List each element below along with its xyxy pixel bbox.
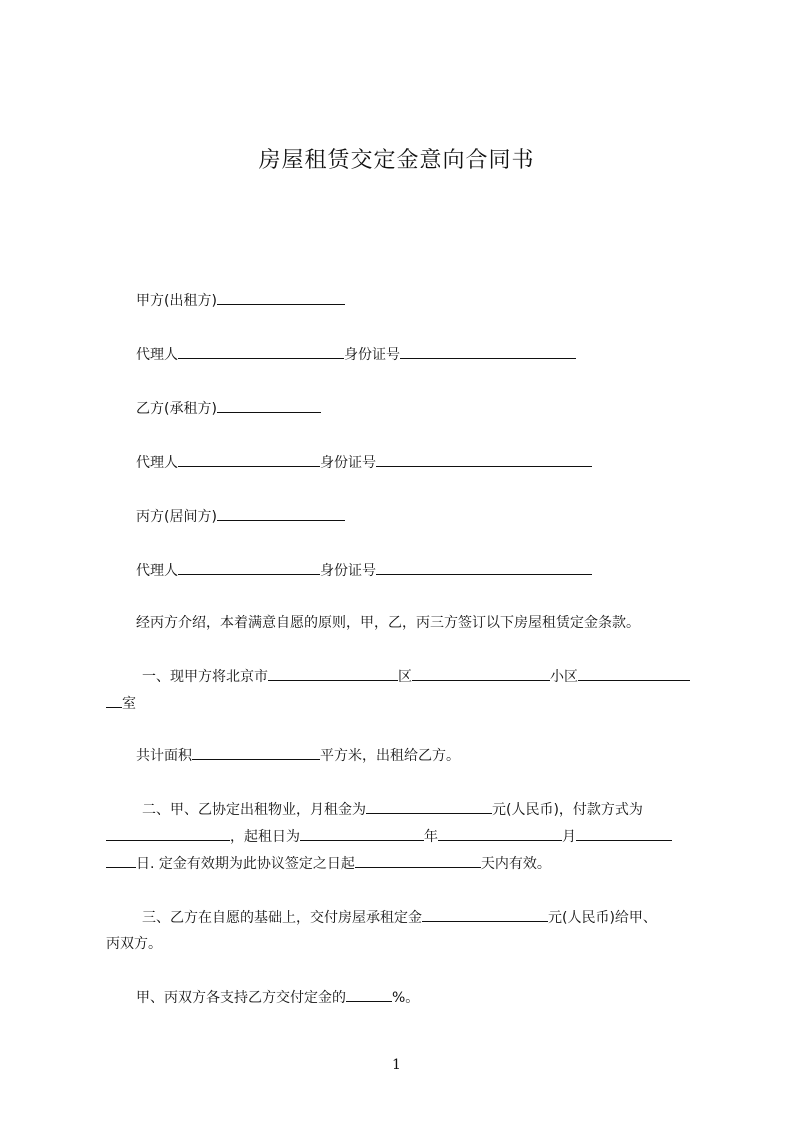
party-c-blank[interactable]	[217, 506, 345, 521]
area-line	[106, 745, 736, 766]
room-label: 室	[122, 696, 136, 712]
party-a-agent-blank[interactable]	[178, 344, 344, 359]
rent-blank[interactable]	[366, 799, 492, 814]
agent-label: 代理人	[136, 347, 178, 363]
party-b-label: 乙方(承租方)	[136, 401, 217, 417]
party-a-line	[106, 290, 736, 311]
validity-suffix: 天内有效。	[480, 856, 551, 872]
area-blank[interactable]	[192, 745, 320, 760]
party-a-agent-line	[106, 344, 736, 365]
clause2-currency: 元(人民币)，付款方式为	[492, 802, 643, 818]
clause3-prefix: 三、乙方在自愿的基础上，交付房屋承租定金	[142, 910, 422, 926]
validity-days-blank[interactable]	[355, 853, 481, 868]
page-number: 1	[392, 1057, 401, 1073]
clause1-prefix: 一、现甲方将北京市	[142, 669, 268, 685]
city-blank[interactable]	[268, 666, 398, 681]
party-b-line	[106, 398, 736, 419]
payment-method-blank[interactable]	[106, 826, 230, 841]
party-c-label: 丙方(居间方)	[136, 509, 217, 525]
community-label: 小区	[550, 669, 578, 685]
agent-label: 代理人	[136, 563, 178, 579]
party-c-agent-line	[106, 560, 736, 581]
party-b-agent-line	[106, 452, 736, 473]
deposit-blank[interactable]	[422, 907, 548, 922]
agent-label: 代理人	[136, 455, 178, 471]
area-suffix: 平方米，出租给乙方。	[320, 748, 460, 764]
room-blank[interactable]	[106, 693, 122, 708]
party-b-id-blank[interactable]	[376, 452, 592, 467]
clause1-line1	[106, 666, 742, 687]
district-blank[interactable]	[412, 666, 550, 681]
support-prefix: 甲、丙双方各支持乙方交付定金的	[136, 990, 346, 1006]
community-blank[interactable]	[578, 666, 690, 681]
year-label: 年	[424, 829, 438, 845]
party-a-label: 甲方(出租方)	[136, 293, 217, 309]
year-blank[interactable]	[300, 826, 424, 841]
support-line	[106, 987, 736, 1008]
support-suffix: %。	[392, 990, 420, 1006]
day-blank-part2[interactable]	[106, 853, 136, 868]
support-percent-blank[interactable]	[346, 987, 392, 1002]
day-validity-label: 日. 定金有效期为此协议签定之日起	[136, 856, 355, 872]
party-b-agent-blank[interactable]	[178, 452, 320, 467]
clause2-line1	[106, 799, 742, 820]
clause3-line2: 丙双方。	[106, 936, 162, 952]
id-label: 身份证号	[344, 347, 400, 363]
id-label: 身份证号	[320, 455, 376, 471]
party-c-id-blank[interactable]	[376, 560, 592, 575]
party-a-id-blank[interactable]	[400, 344, 576, 359]
area-prefix: 共计面积	[136, 748, 192, 764]
id-label: 身份证号	[320, 563, 376, 579]
day-blank-part1[interactable]	[576, 826, 672, 841]
clause2-line3	[106, 853, 706, 874]
clause2-prefix: 二、甲、乙协定出租物业，月租金为	[142, 802, 366, 818]
clause3-suffix: 元(人民币)给甲、	[548, 910, 657, 926]
party-b-blank[interactable]	[217, 398, 321, 413]
clause3-line1	[106, 907, 742, 928]
party-a-blank[interactable]	[217, 290, 345, 305]
intro-paragraph: 经丙方介绍，本着满意自愿的原则，甲，乙，丙三方签订以下房屋租赁定金条款。	[136, 615, 640, 631]
month-blank[interactable]	[438, 826, 562, 841]
party-c-line	[106, 506, 736, 527]
party-c-agent-blank[interactable]	[178, 560, 320, 575]
document-title: 房屋租赁交定金意向合同书	[258, 148, 535, 173]
month-label: 月	[562, 829, 576, 845]
clause1-line2	[106, 693, 706, 714]
district-label: 区	[398, 669, 412, 685]
clause2-line2	[106, 826, 706, 847]
start-label: ，起租日为	[230, 829, 300, 845]
